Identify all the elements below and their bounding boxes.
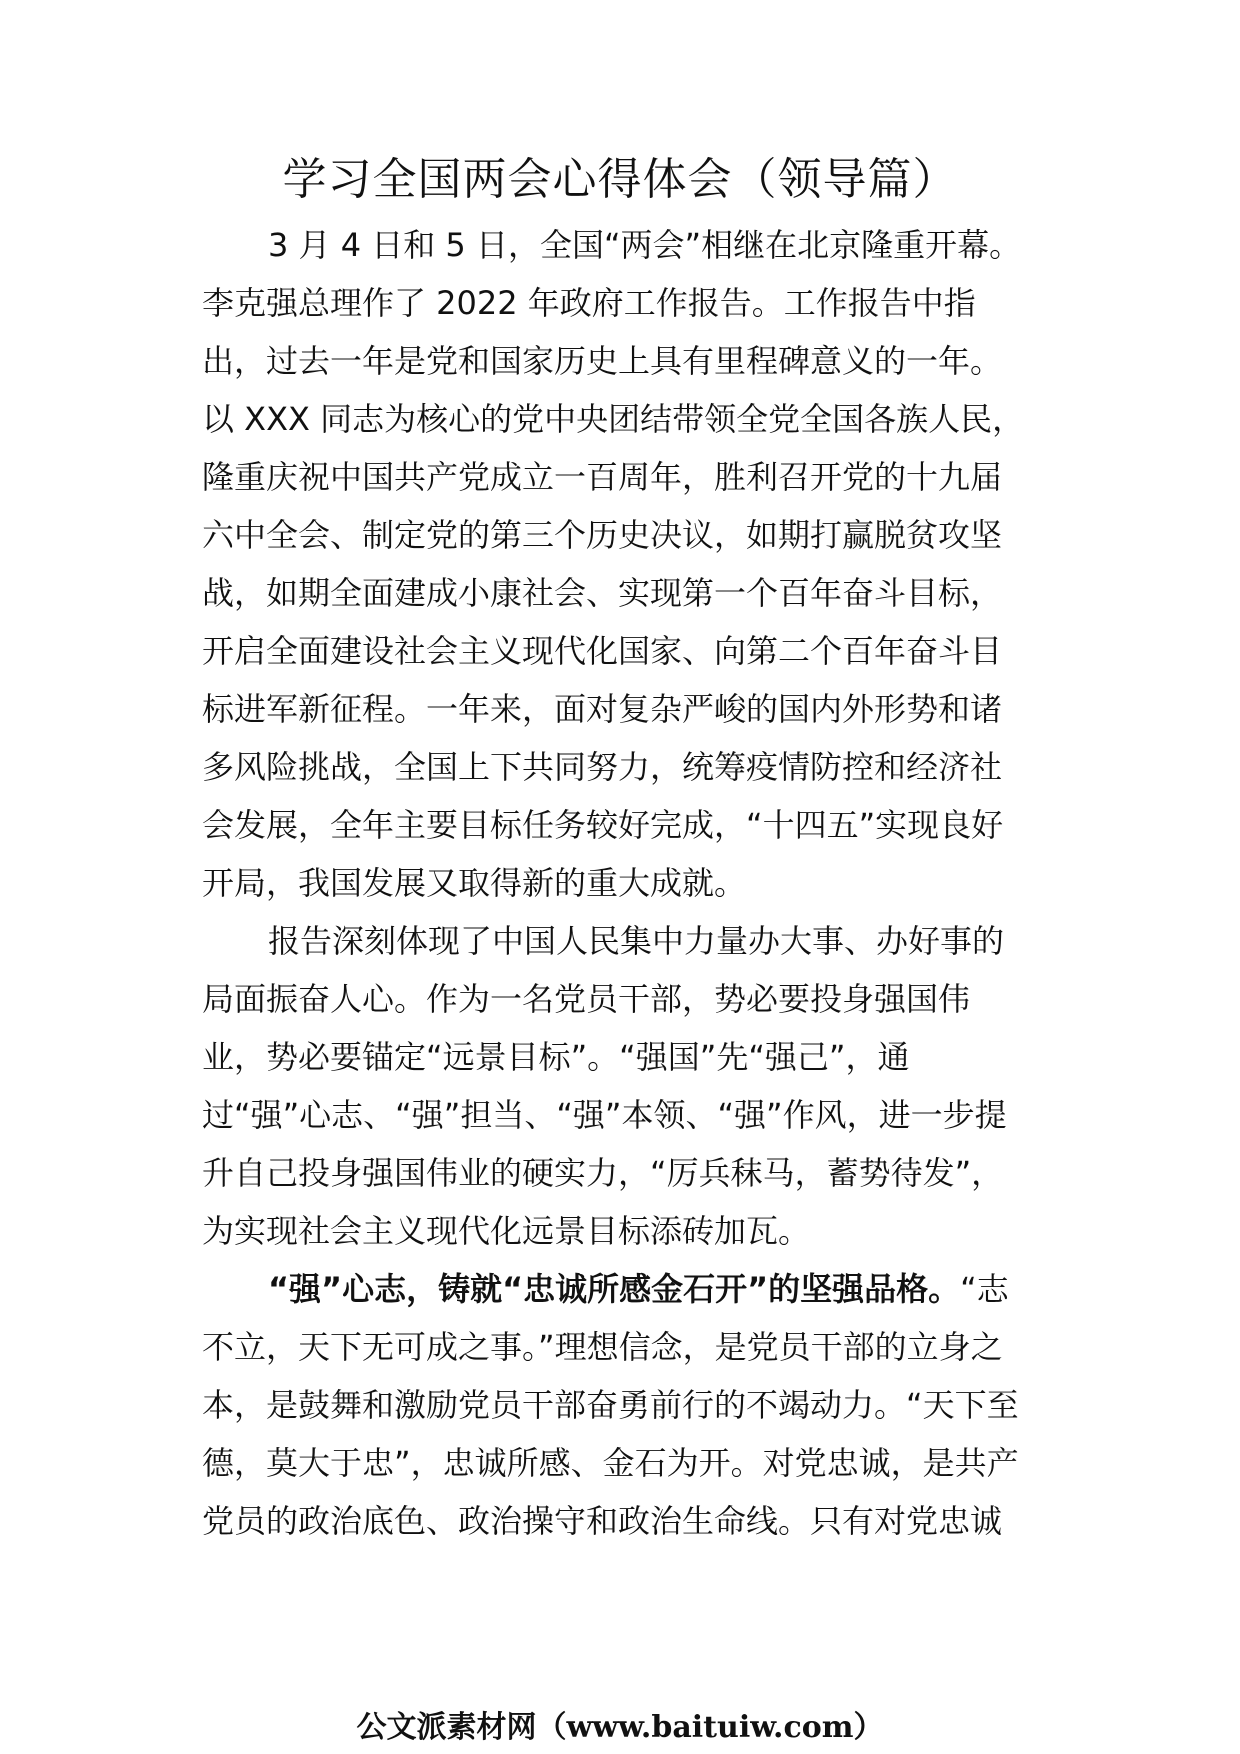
paragraph-line: 为实现社会主义现代化远景目标添砖加瓦。	[202, 1212, 811, 1250]
paragraph-line: 3 月 4 日和 5 日，全国“两会”相继在北京隆重开幕。	[268, 226, 1022, 264]
footer-watermark: 公文派素材网（www.baituiw.com）	[356, 1710, 884, 1745]
paragraph-line: 局面振奋人心。作为一名党员干部，势必要投身强国伟	[202, 980, 971, 1018]
paragraph-line: 会发展，全年主要目标任务较好完成，“十四五”实现良好	[202, 806, 1004, 844]
paragraph-line: 德，莫大于忠”，忠诚所感、金石为开。对党忠诚，是共产	[202, 1444, 1019, 1482]
paragraph-line: 多风险挑战，全国上下共同努力，统筹疫情防控和经济社	[202, 748, 1003, 786]
paragraph-line: 六中全会、制定党的第三个历史决议，如期打赢脱贫攻坚	[202, 516, 1003, 554]
section-heading: “强”心志，铸就“忠诚所感金石开”的坚强品格。	[268, 1270, 961, 1308]
paragraph-line: 过“强”心志、“强”担当、“强”本领、“强”作风，进一步提	[202, 1096, 1007, 1134]
paragraph-2	[202, 912, 1062, 1260]
paragraph-text: “志	[960, 1270, 1009, 1308]
paragraph-line: 报告深刻体现了中国人民集中力量办大事、办好事的	[268, 922, 1005, 960]
paragraph-line: 不立，天下无可成之事。”理想信念，是党员干部的立身之	[202, 1328, 1003, 1366]
document-title: 学习全国两会心得体会（领导篇）	[282, 154, 958, 205]
paragraph-line: 升自己投身强国伟业的硬实力，“厉兵秣马，蓄势待发”，	[202, 1154, 1004, 1192]
paragraph-line: 战，如期全面建成小康社会、实现第一个百年奋斗目标，	[202, 574, 1003, 612]
paragraph-line: 开启全面建设社会主义现代化国家、向第二个百年奋斗目	[202, 632, 1003, 670]
paragraph-line: 业，势必要锚定“远景目标”。“强国”先“强己”，通	[202, 1038, 910, 1076]
document-body	[202, 216, 1062, 1550]
paragraph-1	[202, 216, 1062, 912]
paragraph-line: 出，过去一年是党和国家历史上具有里程碑意义的一年。	[202, 342, 1003, 380]
paragraph-line: 李克强总理作了 2022 年政府工作报告。工作报告中指	[202, 284, 976, 322]
paragraph-line: 本，是鼓舞和激励党员干部奋勇前行的不竭动力。“天下至	[202, 1386, 1019, 1424]
paragraph-line: 开局，我国发展又取得新的重大成就。	[202, 864, 747, 902]
paragraph-line: 隆重庆祝中国共产党成立一百周年，胜利召开党的十九届	[202, 458, 1003, 496]
paragraph-line: 标进军新征程。一年来，面对复杂严峻的国内外形势和诸	[202, 690, 1003, 728]
paragraph-line: 党员的政治底色、政治操守和政治生命线。只有对党忠诚	[202, 1502, 1003, 1540]
paragraph-line	[202, 1260, 1062, 1318]
paragraph-3	[202, 1260, 1062, 1550]
paragraph-line: 以 XXX 同志为核心的党中央团结带领全党全国各族人民，	[202, 400, 1025, 438]
